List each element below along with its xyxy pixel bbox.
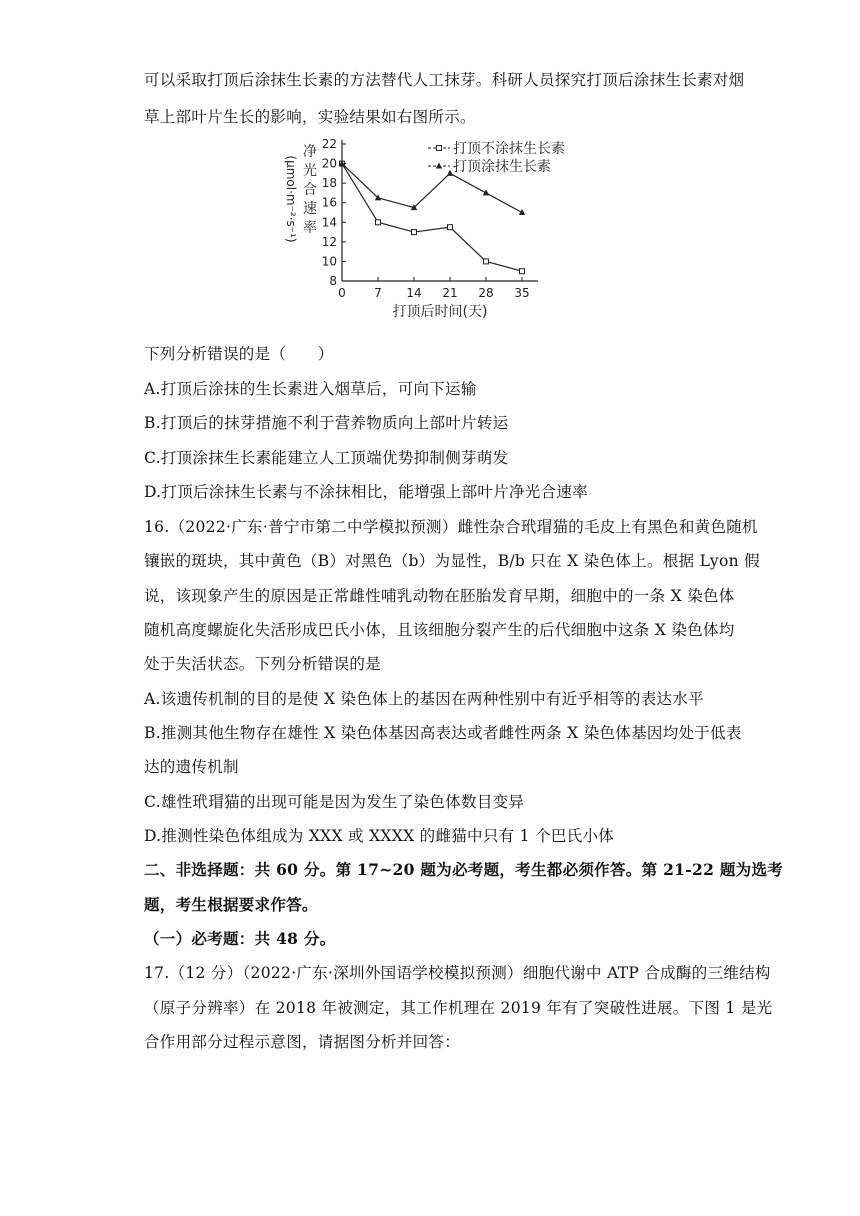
option-c: C.打顶涂抹生长素能建立人工顶端优势抑制侧芽萌发 xyxy=(144,449,509,467)
y-axis-label-char: 净 xyxy=(303,144,317,160)
y-tick-label: 20 xyxy=(321,156,337,171)
question-17-line: 合作用部分过程示意图，请据图分析并回答： xyxy=(144,1033,461,1051)
y-axis-label-char: 速 xyxy=(303,201,317,217)
option-d: D.打顶后涂抹生长素与不涂抹相比，能增强上部叶片净光合速率 xyxy=(144,483,589,501)
x-tick-label: 28 xyxy=(478,286,494,300)
y-axis-label-char: 合 xyxy=(303,182,317,198)
data-point-square xyxy=(520,269,525,274)
legend-marker-square xyxy=(437,146,442,151)
y-axis-unit: (μmol·m⁻²·s⁻¹) xyxy=(284,155,298,243)
data-point-triangle xyxy=(483,189,489,195)
x-tick-label: 7 xyxy=(374,286,382,300)
question-17-line: 17.（12 分）（2022·广东·深圳外国语学校模拟预测）细胞代谢中 ATP 合成酶的三维结构 xyxy=(144,964,771,982)
x-axis-label: 打顶后时间(天) xyxy=(392,304,488,320)
data-point-square xyxy=(448,225,453,230)
x-tick-label: 21 xyxy=(442,286,458,300)
option-b: B.打顶后的抹芽措施不利于营养物质向上部叶片转运 xyxy=(144,414,509,432)
option-b: B.推测其他生物存在雄性 X 染色体基因高表达或者雌性两条 X 染色体基因均处于低表 xyxy=(144,724,742,742)
section-heading: 题，考生根据要求作答。 xyxy=(144,895,318,914)
x-tick-label: 14 xyxy=(406,286,422,300)
paragraph-line: 可以采取打顶后涂抹生长素的方法替代人工抹芽。科研人员探究打顶后涂抹生长素对烟 xyxy=(144,71,745,89)
y-tick-label: 14 xyxy=(321,215,337,230)
option-c: C.雄性玳瑁猫的出现可能是因为发生了染色体数目变异 xyxy=(144,793,525,811)
option-a: A.该遗传机制的目的是使 X 染色体上的基因在两种性别中有近乎相等的表达水平 xyxy=(144,690,704,708)
question-16-line: 说，该现象产生的原因是正常雌性哺乳动物在胚胎发育早期，细胞中的一条 X 染色体 xyxy=(144,587,735,605)
net-photosynthesis-chart xyxy=(270,134,600,334)
y-tick-label: 10 xyxy=(321,254,337,269)
section-heading: 二、非选择题：共 60 分。第 17~20 题为必考题，考生都必须作答。第 21-22 题为选考 xyxy=(144,860,784,879)
y-tick-label: 22 xyxy=(321,137,337,151)
legend-label: 打顶涂抹生长素 xyxy=(453,159,551,175)
data-point-square xyxy=(376,220,381,225)
question-16-line: 随机高度螺旋化失活形成巴氏小体，且该细胞分裂产生的后代细胞中这条 X 染色体均 xyxy=(144,621,735,639)
y-axis-label-char: 率 xyxy=(303,220,317,236)
question-16-line: 处于失活状态。下列分析错误的是 xyxy=(144,655,382,673)
data-point-square xyxy=(484,259,489,264)
question-16-line: 16.（2022·广东·普宁市第二中学模拟预测）雌性杂合玳瑁猫的毛皮上有黑色和黄色随机 xyxy=(144,518,758,536)
x-tick-label: 0 xyxy=(338,286,346,300)
y-tick-label: 12 xyxy=(321,234,337,249)
question-16-line: 镶嵌的斑块，其中黄色（B）对黑色（b）为显性，B/b 只在 X 染色体上。根据 Lyon 假 xyxy=(144,552,760,570)
y-axis-label-char: 光 xyxy=(303,163,317,179)
x-tick-label: 35 xyxy=(514,286,530,300)
legend-marker-triangle xyxy=(436,163,442,169)
y-tick-label: 8 xyxy=(329,274,337,288)
paragraph-line: 草上部叶片生长的影响，实验结果如右图所示。 xyxy=(144,108,476,126)
data-point-triangle xyxy=(519,209,525,215)
series-line xyxy=(342,164,522,272)
option-a: A.打顶后涂抹的生长素进入烟草后，可向下运输 xyxy=(144,380,477,398)
question-17-line: （原子分辨率）在 2018 年被测定，其工作机理在 2019 年有了突破性进展。下图 1 是光 xyxy=(144,999,773,1017)
y-tick-label: 18 xyxy=(321,176,337,191)
option-b-continued: 达的遗传机制 xyxy=(144,758,239,776)
subsection-heading: （一）必考题：共 48 分。 xyxy=(144,929,336,948)
question-stem: 下列分析错误的是（ ） xyxy=(144,345,334,363)
data-point-square xyxy=(412,230,417,235)
legend-label: 打顶不涂抹生长素 xyxy=(453,141,565,157)
y-tick-label: 16 xyxy=(321,195,337,210)
option-d: D.推测性染色体组成为 XXX 或 XXXX 的雌猫中只有 1 个巴氏小体 xyxy=(144,827,615,845)
